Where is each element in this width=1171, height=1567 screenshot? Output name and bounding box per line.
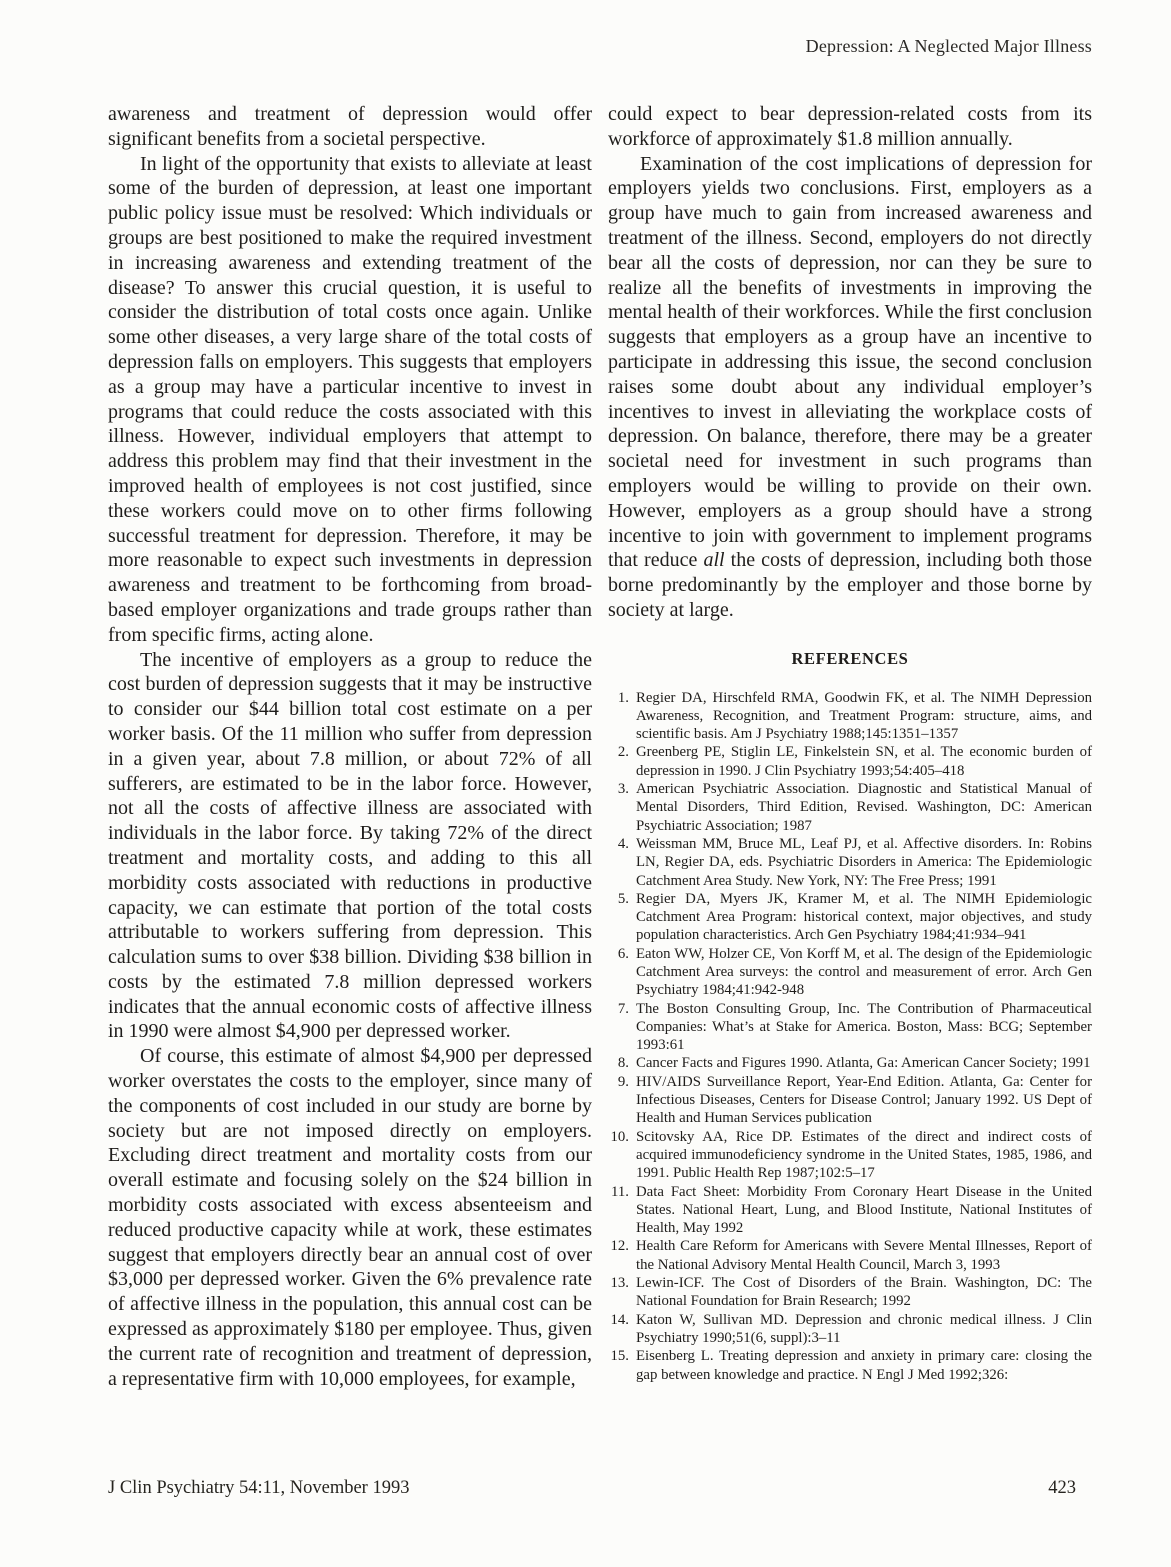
reference-item: Eaton WW, Holzer CE, Von Korff M, et al. The design of the Epidemiologic Catchment Area surveys: the control and measurement of error. Arch Gen Psychiatry 1984;41:942-948 [636, 945, 1092, 999]
left-column [108, 102, 592, 1391]
page-footer [108, 1478, 1076, 1499]
right-column [608, 102, 1092, 1384]
reference-item: Health Care Reform for Americans with Severe Mental Illnesses, Report of the National Advisory Mental Health Council, March 3, 1993 [636, 1238, 1092, 1273]
reference-item: Weissman MM, Bruce ML, Leaf PJ, et al. Affective disorders. In: Robins LN, Regier DA, eds. Psychiatric Disorders in America: The Epidemiologic Catchment Area Study. New York, NY: The Free Press; 1991 [636, 835, 1092, 889]
reference-item: Eisenberg L. Treating depression and anxiety in primary care: closing the gap between knowledge and practice. N Engl J Med 1992;326: [636, 1348, 1092, 1383]
body-paragraph: The incentive of employers as a group to reduce the cost burden of depression suggests that it may be instructive to consider our $44 billion total cost estimate on a per worker basis. Of the 11 million who suffer from depression in a given year, about 7.8 million, or about 72% of all sufferers, are estimated to be in the labor force. However, not all the costs of affective illness are associated with individuals in the labor force. By taking 72% of the direct treatment and mortality costs, and adding to this all morbidity costs associated with reductions in productive capacity, we can estimate that portion of the total costs attributable to workers suffering from depression. This calculation sums to over $38 billion. Dividing $38 billion in costs by the estimated 7.8 million depressed workers indicates that the annual economic costs of affective illness in 1990 were almost $4,900 per depressed worker. [108, 648, 592, 1043]
references-heading: REFERENCES [791, 648, 909, 668]
reference-item: The Boston Consulting Group, Inc. The Contribution of Pharmaceutical Companies: What’s at Stake for America. Boston, Mass: BCG; September 1993:61 [636, 1000, 1092, 1054]
running-head [608, 36, 1092, 57]
reference-item: Regier DA, Hirschfeld RMA, Goodwin FK, et al. The NIMH Depression Awareness, Recognition, and Treatment Program: structure, aims, and scientific basis. Am J Psychiatry 1988;145:1351–1357 [636, 689, 1092, 743]
body-paragraph: could expect to bear depression-related costs from its workforce of approximately $1.8 million annually. [608, 103, 1092, 150]
body-paragraph: awareness and treatment of depression would offer significant benefits from a societal perspective. [108, 103, 592, 150]
body-paragraph [608, 152, 1092, 623]
reference-item: Scitovsky AA, Rice DP. Estimates of the direct and indirect costs of acquired immunodeficiency syndrome in the United States, 1985, 1986, and 1991. Public Health Rep 1987;102:5–17 [636, 1128, 1092, 1182]
reference-item: Katon W, Sullivan MD. Depression and chronic medical illness. J Clin Psychiatry 1990;51(6, suppl):3–11 [636, 1311, 1092, 1346]
reference-item: Lewin-ICF. The Cost of Disorders of the Brain. Washington, DC: The National Foundation for Brain Research; 1992 [636, 1275, 1092, 1310]
reference-item: American Psychiatric Association. Diagnostic and Statistical Manual of Mental Disorders, Third Edition, Revised. Washington, DC: American Psychiatric Association; 1987 [636, 781, 1092, 834]
journal-citation: J Clin Psychiatry 54:11, November 1993 [108, 1478, 410, 1498]
reference-item: Greenberg PE, Stiglin LE, Finkelstein SN, et al. The economic burden of depression in 1990. J Clin Psychiatry 1993;54:405–418 [636, 744, 1092, 779]
running-title: Depression: A Neglected Major Illness [805, 36, 1092, 56]
body-paragraph: Of course, this estimate of almost $4,900 per depressed worker overstates the costs to the employer, since many of the components of cost included in our study are borne by society but are not imposed directly on employers. Excluding direct treatment and mortality costs from our overall estimate and focusing solely on the $24 billion in morbidity costs associated with excess absenteeism and reduced productive capacity while at work, these estimates suggest that employers directly bear an annual cost of over $3,000 per depressed worker. Given the 6% prevalence rate of affective illness in the population, this annual cost can be expressed as approximately $180 per employee. Thus, given the current rate of recognition and treatment of depression, a representative firm with 10,000 employees, for example, [108, 1045, 592, 1390]
reference-item: Data Fact Sheet: Morbidity From Coronary Heart Disease in the United States. National Heart, Lung, and Blood Institute, National Institutes of Health, May 1992 [636, 1183, 1092, 1237]
paragraph-text: Examination of the cost implications of depression for employers yields two conclusions. First, employers as a group have much to gain from increased awareness and treatment of the illness. Second, employers do not directly bear all the costs of depression, nor can they be sure to realize all the benefits of investments in improving the mental health of their workforces. While the first conclusion suggests that employers as a group have an incentive to participate in addressing this issue, the second conclusion raises some doubt about any individual employer’s incentives to invest in alleviating the workplace costs of depression. On balance, therefore, there may be a greater societal need for investment in such programs than employers would be willing to provide on their own. However, employers as a group should have a strong incentive to join with government to implement programs that reduce [608, 152, 1092, 572]
reference-item: HIV/AIDS Surveillance Report, Year-End Edition. Atlanta, Ga: Center for Infectious Diseases, Centers for Disease Control; January 1992. US Dept of Health and Human Services publication [636, 1073, 1092, 1127]
body-paragraph: In light of the opportunity that exists to alleviate at least some of the burden of depression, at least one important public policy issue must be resolved: Which individuals or groups are best positioned to make the required investment in increasing awareness and extending treatment of the disease? To answer this crucial question, it is useful to consider the distribution of total costs once again. Unlike some other diseases, a very large share of the total costs of depression falls on employers. This suggests that employers as a group may have a particular incentive to invest in programs that could reduce the costs associated with this illness. However, individual employers that attempt to address this problem may find that their investment in the improved health of employees is not cost justified, since these workers could move on to other firms following successful treatment for depression. Therefore, it may be more reasonable to expect such investments in depression awareness and treatment to be forthcoming from broad-based employer organizations and trade groups rather than from specific firms, acting alone. [108, 152, 592, 646]
reference-item: Cancer Facts and Figures 1990. Atlanta, Ga: American Cancer Society; 1991 [636, 1055, 1091, 1072]
reference-list [608, 689, 1092, 1384]
paragraph-text: the costs of depression, including both those borne predominantly by the employer and those borne by society at large. [608, 549, 1093, 621]
emphasized-word: all [703, 549, 725, 572]
reference-item: Regier DA, Myers JK, Kramer M, et al. The NIMH Epidemiologic Catchment Area Program: historical context, major objectives, and study population characteristics. Arch Gen Psychiatry 1984;41:934–941 [636, 890, 1092, 944]
page-number: 423 [1048, 1478, 1076, 1498]
